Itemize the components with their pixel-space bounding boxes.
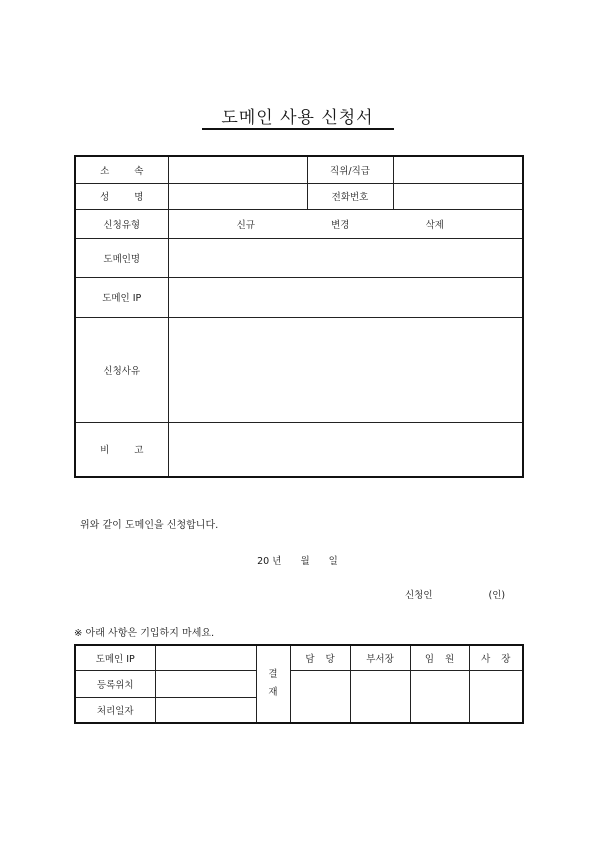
position-label: 직위/직급 <box>307 156 393 183</box>
sign-box-staff[interactable] <box>290 670 350 723</box>
affiliation-field[interactable] <box>168 156 307 183</box>
date-line <box>0 553 595 567</box>
office-location-label: 등록위치 <box>75 670 155 697</box>
request-type-change[interactable]: 변경 <box>331 219 350 231</box>
date-day[interactable]: 일 <box>328 556 338 567</box>
approval-label <box>256 645 290 723</box>
request-type-options <box>168 209 523 238</box>
page-title: 도메인 사용 신청서 <box>221 108 374 128</box>
title-underline <box>202 128 394 130</box>
office-ip-field[interactable] <box>155 645 256 670</box>
request-type-new[interactable]: 신규 <box>236 219 255 231</box>
affiliation-label: 소 속 <box>75 156 168 183</box>
office-date-label: 처리일자 <box>75 697 155 723</box>
approver-executive: 임 원 <box>410 645 469 670</box>
date-year[interactable]: 20 년 <box>257 556 282 567</box>
applicant-line <box>405 587 505 601</box>
approver-staff: 담 당 <box>290 645 350 670</box>
request-type-delete[interactable]: 삭제 <box>425 219 444 231</box>
office-location-field[interactable] <box>155 670 256 697</box>
reason-field[interactable] <box>168 317 523 422</box>
domain-ip-field[interactable] <box>168 277 523 317</box>
name-label: 성 명 <box>75 183 168 209</box>
approver-president: 사 장 <box>469 645 523 670</box>
name-field[interactable] <box>168 183 307 209</box>
sign-box-president[interactable] <box>469 670 523 723</box>
office-use-table <box>74 644 524 724</box>
approval-label-1: 결 <box>268 669 278 680</box>
office-use-note: ※ 아래 사항은 기입하지 마세요. <box>74 628 215 639</box>
approver-dept-head: 부서장 <box>350 645 410 670</box>
date-month[interactable]: 월 <box>300 556 310 567</box>
application-form-table <box>74 155 524 478</box>
statement-text: 위와 같이 도메인을 신청합니다. <box>80 520 219 531</box>
phone-label: 전화번호 <box>307 183 393 209</box>
remarks-field[interactable] <box>168 422 523 477</box>
request-type-label: 신청유형 <box>75 209 168 238</box>
phone-field[interactable] <box>393 183 523 209</box>
sign-box-dept-head[interactable] <box>350 670 410 723</box>
approval-label-2: 재 <box>268 687 278 698</box>
office-date-field[interactable] <box>155 697 256 723</box>
domain-name-field[interactable] <box>168 238 523 277</box>
office-ip-label: 도메인 IP <box>75 645 155 670</box>
position-field[interactable] <box>393 156 523 183</box>
sign-box-executive[interactable] <box>410 670 469 723</box>
reason-label: 신청사유 <box>75 317 168 422</box>
domain-name-label: 도메인명 <box>75 238 168 277</box>
seal-mark[interactable]: (인) <box>488 590 506 601</box>
remarks-label: 비 고 <box>75 422 168 477</box>
domain-ip-label: 도메인 IP <box>75 277 168 317</box>
applicant-label: 신청인 <box>405 590 433 601</box>
